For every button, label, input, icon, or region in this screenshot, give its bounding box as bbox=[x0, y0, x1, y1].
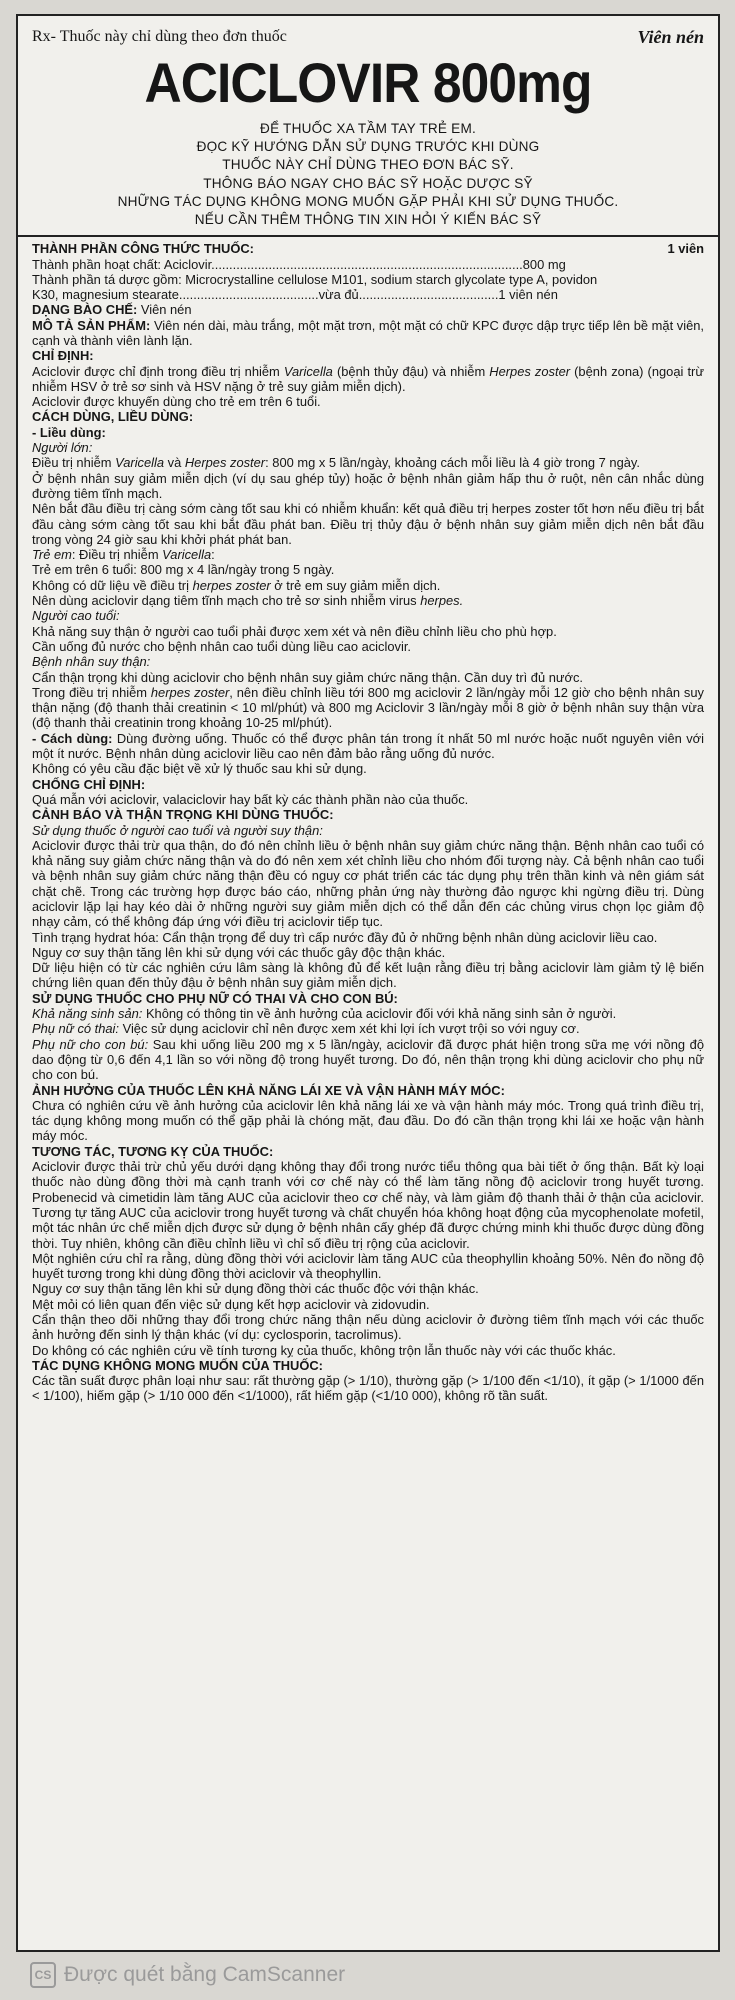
warning-line: ĐỂ THUỐC XA TẦM TAY TRẺ EM. bbox=[260, 121, 476, 136]
divider bbox=[18, 235, 718, 237]
warning-line: THUỐC NÀY CHỈ DÙNG THEO ĐƠN BÁC SỸ. bbox=[222, 157, 514, 173]
text: : bbox=[211, 547, 215, 563]
pregnancy-text bbox=[32, 1021, 704, 1036]
text: Sau khi uống liều 200 mg x 5 lần/ngày, aciclovir đã được phát hiện trong sữa mẹ với nồng độ dao động từ 0,6 đến 4,1 lần so với nồng độ trong huyết tương. Do đó, nên thận trọng khi dùng aciclovir cho phụ nữ cho con bú. bbox=[32, 1036, 704, 1083]
text: Khả năng sinh sản: bbox=[32, 1006, 143, 1022]
product-title: ACICLOVIR 800mg bbox=[144, 51, 592, 114]
adverse-text: Các tần suất được phân loại như sau: rất thường gặp (> 1/10), thường gặp (> 1/100 đến <1/10), ít gặp (> 1/1000 đến < 1/100), hiếm gặp (> 1/10 000 đến <1/1000), rất hiếm gặp (<1/10 000), không rõ tần suất. bbox=[32, 1373, 704, 1404]
interactions-p3: Nguy cơ suy thận tăng lên khi sử dụng đồng thời các thuốc độc với thận khác. bbox=[32, 1281, 479, 1297]
interactions-heading: TƯƠNG TÁC, TƯƠNG KỴ CỦA THUỐC: bbox=[32, 1143, 274, 1159]
driving-text: Chưa có nghiên cứu về ảnh hưởng của aciclovir lên khả năng lái xe và vận hành máy móc. Trong quá trình điều trị, tác dụng không mong muốn có thể gặp phải là chóng mặt, đau đầu. Do đó cần thận trọng khi lái xe hoặc vận hành máy móc. bbox=[32, 1097, 704, 1144]
precautions-p2: Tình trạng hydrat hóa: Cẩn thận trọng để duy trì cấp nước đầy đủ ở những bệnh nhân dùng aciclovir liều cao. bbox=[32, 929, 658, 945]
adult-dose-1 bbox=[32, 455, 704, 470]
contraindications-heading: CHỐNG CHỈ ĐỊNH: bbox=[32, 776, 146, 792]
adult-dose-2: Ở bệnh nhân suy giảm miễn dịch (ví dụ sau ghép tủy) hoặc ở bệnh nhân giảm hấp thu ở ruột, nên cân nhắc dùng đường tiêm tĩnh mạch. bbox=[32, 470, 704, 501]
warning-line: NHỮNG TÁC DỤNG KHÔNG MONG MUỐN GẶP PHẢI KHI SỬ DỤNG THUỐC. bbox=[117, 193, 619, 209]
renal-2 bbox=[32, 685, 704, 731]
text: Nên dùng aciclovir dạng tiêm tĩnh mạch cho trẻ sơ sinh nhiễm virus bbox=[32, 593, 421, 609]
renal-heading: Bệnh nhân suy thận: bbox=[32, 654, 151, 670]
description-text: Viên nén dài, màu trắng, một mặt trơn, một mặt có chữ KPC được dập trực tiếp lên bề mặt viên, cạnh và thành viên lành lặn. bbox=[32, 317, 705, 348]
child-dose-3 bbox=[32, 593, 704, 608]
warning-line: NẾU CẦN THÊM THÔNG TIN XIN HỎI Ý KIẾN BÁC SỸ bbox=[194, 212, 542, 228]
text: herpes zoster bbox=[150, 684, 230, 700]
lactation bbox=[32, 1037, 704, 1083]
usage-heading: CÁCH DÙNG, LIỀU DÙNG: bbox=[32, 409, 194, 425]
text: herpes zoster bbox=[192, 577, 271, 593]
text: Không có dữ liệu về điều trị bbox=[32, 577, 193, 593]
text: Điều trị nhiễm bbox=[32, 455, 116, 471]
contraindications-text: Quá mẫn với aciclovir, valaciclovir hay bất kỳ các thành phần nào của thuốc. bbox=[32, 791, 469, 807]
child-heading bbox=[32, 547, 704, 562]
rx-row bbox=[32, 24, 704, 50]
camscanner-logo-icon: CS bbox=[30, 1962, 56, 1988]
text: Phụ nữ có thai: bbox=[32, 1021, 119, 1037]
text: Varicella bbox=[283, 363, 333, 379]
pregnancy-heading: SỬ DỤNG THUỐC CHO PHỤ NỮ CÓ THAI VÀ CHO CON BÚ: bbox=[32, 990, 398, 1006]
administration-2: Không có yêu cầu đặc biệt về xử lý thuốc sau khi sử dụng. bbox=[32, 761, 367, 777]
text: (bệnh zona) (ngoại trừ nhiễm HSV ở trẻ sơ sinh và HSV nặng ở trẻ suy giảm miễn dịch). bbox=[32, 363, 704, 394]
precautions-sub: Sử dụng thuốc ở người cao tuổi và người suy thận: bbox=[32, 822, 323, 838]
rx-notice: Rx- Thuốc này chỉ dùng theo đơn thuốc bbox=[32, 28, 287, 45]
text: (bệnh thủy đậu) và nhiễm bbox=[332, 363, 490, 379]
description-section bbox=[32, 318, 704, 349]
precautions-p1: Aciclovir được thải trừ qua thận, do đó nên chỉnh liều ở bệnh nhân suy giảm chức năng thận. Bệnh nhân cao tuổi có khả năng suy giảm chức năng thận và do đó nên xem xét chỉnh liều cho nhóm đối tượng này. Cả bệnh nhân cao tuổi và bệnh nhân suy giảm chức năng thận đều có nguy cơ phát triển các tác dụng phụ trên thần kinh và nên giám sát chặt chẽ. Trong các trường hợp được báo cáo, những phản ứng này thường đảo ngược khi ngừng điều trị. Dùng aciclovir lặp lại hay kéo dài ở những người suy giảm miễn dịch có thể dẫn đến các chủng virus chọn lọc giảm độ nhạy cảm, có thể không đáp ứng với điều trị aciclovir tiếp tục. bbox=[32, 837, 704, 930]
composition-unit: 1 viên bbox=[667, 241, 704, 257]
precautions-p4: Dữ liệu hiện có từ các nghiên cứu lâm sàng là không đủ để kết luận rằng điều trị bằng aciclovir làm giảm tỷ lệ biến chứng liên quan đến thủy đậu ở bệnh nhân suy giảm miễn dịch. bbox=[32, 960, 704, 991]
warning-line: ĐỌC KỸ HƯỚNG DẪN SỬ DỤNG TRƯỚC KHI DÙNG bbox=[196, 139, 540, 155]
text: : 800 mg x 5 lần/ngày, khoảng cách mỗi liều là 4 giờ trong 7 ngày. bbox=[265, 455, 640, 471]
text: : Điều trị nhiễm bbox=[71, 547, 163, 563]
elderly-2: Cần uống đủ nước cho bệnh nhân cao tuổi dùng liều cao aciclovir. bbox=[32, 638, 411, 654]
text: Trẻ em bbox=[32, 547, 72, 563]
dosage-form-badge: Viên nén bbox=[637, 26, 704, 47]
text: và bbox=[164, 455, 185, 471]
precautions-p3: Nguy cơ suy thận tăng lên khi sử dụng với các thuốc gây độc thận khác. bbox=[32, 944, 446, 960]
warning-block bbox=[32, 120, 704, 229]
warning-line: THÔNG BÁO NGAY CHO BÁC SỸ HOẶC DƯỢC SỸ bbox=[203, 175, 533, 191]
text: Dùng đường uống. Thuốc có thể được phân tán trong ít nhất 50 ml nước hoặc nuốt nguyên viên với một ít nước. Bệnh nhân dùng aciclovir liều cao nên đảm bảo rằng uống đủ nước. bbox=[32, 730, 704, 762]
composition-heading: THÀNH PHẦN CÔNG THỨC THUỐC: bbox=[32, 241, 254, 257]
child-dose-2 bbox=[32, 578, 704, 593]
watermark-text: Được quét bằng CamScanner bbox=[64, 1963, 346, 1986]
text: herpes. bbox=[420, 593, 464, 609]
interactions-p2: Một nghiên cứu chỉ ra rằng, dùng đồng thời với aciclovir làm tăng AUC của theophyllin khoảng 50%. Nên đo nồng độ huyết tương trong khi dùng đồng thời aciclovir và theophyllin. bbox=[32, 1250, 704, 1282]
interactions-p1: Aciclovir được thải trừ chủ yếu dưới dạng không thay đổi trong nước tiểu thông qua bài tiết ở ống thận. Bất kỳ loại thuốc nào dùng đồng thời mà cạnh tranh với cơ chế này có thể làm tăng nồng độ aciclovir trong huyết tương. Probenecid và cimetidin làm tăng AUC của aciclovir theo cơ chế này, và làm giảm độ thanh thải ở thận của aciclovir. Tương tự tăng AUC của aciclovir trong huyết tương và chất chuyển hóa không hoạt động của mycophenolate mofetil, một tác nhân ức chế miễn dịch được sử dụng ở bệnh nhân cấy ghép đã được chứng minh khi thuốc được dùng đồng thời. Tuy nhiên, không cần điều chỉnh liều vì chỉ số điều trị rộng của aciclovir. bbox=[32, 1159, 704, 1251]
text: , nên điều chỉnh liều tới 800 mg aciclovir 2 lần/ngày mỗi 12 giờ cho bệnh nhân suy thận nặng (độ thanh thải creatinin < 10 ml/phút) và 800 mg Aciclovir 3 lần/ngày mỗi 8 giờ ở bệnh nhân suy thận vừa (độ thanh thải creatinin trong khoảng 10-25 ml/phút). bbox=[32, 684, 704, 731]
indications-p2: Aciclovir được khuyến dùng cho trẻ em trên 6 tuổi. bbox=[32, 394, 321, 410]
description-heading: MÔ TẢ SẢN PHẨM: bbox=[32, 317, 151, 333]
composition-heading-row bbox=[32, 241, 704, 256]
indications-p1 bbox=[32, 364, 704, 395]
adverse-heading: TÁC DỤNG KHÔNG MONG MUỐN CỦA THUỐC: bbox=[32, 1357, 323, 1373]
text: Aciclovir được chỉ định trong điều trị nhiễm bbox=[32, 363, 284, 379]
dose-heading: - Liều dùng: bbox=[32, 424, 106, 440]
text: Herpes zoster bbox=[184, 455, 266, 471]
adult-heading: Người lớn: bbox=[32, 440, 93, 456]
excipients: Thành phần tá dược gồm: Microcrystalline cellulose M101, sodium starch glycolate type A, povidon bbox=[32, 271, 598, 287]
interactions-p4: Mệt mỏi có liên quan đến việc sử dụng kết hợp aciclovir và zidovudin. bbox=[32, 1296, 430, 1312]
leaflet-sheet bbox=[16, 14, 720, 1952]
administration-heading: - Cách dùng: bbox=[32, 730, 113, 746]
text: Trong điều trị nhiễm bbox=[32, 684, 151, 700]
adult-dose-3: Nên bắt đầu điều trị càng sớm càng tốt sau khi có nhiễm khuẩn: kết quả điều trị herpes zoster tốt hơn nếu điều trị bắt đầu càng sớm càng tốt sau khi bắt đầu phát ban. Điều trị thủy đậu ở bệnh nhân suy giảm miễn dịch nên bắt đầu trong vòng 24 giờ sau khi khởi phát phát ban. bbox=[32, 501, 704, 547]
excipients-cont: K30, magnesium stearate.......................................vừa đủ.......................................1 viên nén bbox=[32, 287, 558, 303]
text: Phụ nữ cho con bú: bbox=[32, 1036, 149, 1052]
text: Varicella bbox=[115, 455, 165, 471]
text: Không có thông tin về ảnh hưởng của aciclovir đối với khả năng sinh sản ở người. bbox=[142, 1006, 617, 1022]
precautions-heading: CẢNH BÁO VÀ THẬN TRỌNG KHI DÙNG THUỐC: bbox=[32, 807, 334, 823]
administration bbox=[32, 731, 704, 762]
text: Varicella bbox=[162, 547, 212, 563]
text: ở trẻ em suy giảm miễn dịch. bbox=[270, 577, 441, 593]
driving-heading: ẢNH HƯỞNG CỦA THUỐC LÊN KHẢ NĂNG LÁI XE VÀ VẬN HÀNH MÁY MÓC: bbox=[32, 1082, 505, 1098]
active-ingredient: Thành phần hoạt chất: Aciclovir.......................................................................................800 mg bbox=[32, 256, 566, 272]
scanner-watermark bbox=[30, 1962, 345, 1988]
renal-1: Cẩn thận trọng khi dùng aciclovir cho bệnh nhân suy giảm chức năng thận. Cần duy trì đủ nước. bbox=[32, 669, 583, 685]
leaflet-body bbox=[32, 241, 704, 1404]
indications-heading: CHỈ ĐỊNH: bbox=[32, 348, 94, 364]
fertility bbox=[32, 1006, 704, 1021]
elderly-heading: Người cao tuổi: bbox=[32, 608, 120, 624]
elderly-1: Khả năng suy thận ở người cao tuổi phải được xem xét và nên điều chỉnh liều cho phù hợp. bbox=[32, 623, 557, 639]
interactions-p5: Cẩn thận theo dõi những thay đổi trong chức năng thận nếu dùng aciclovir ở đường tiêm tĩnh mạch với các thuốc ảnh hưởng đến sinh lý thận khác (ví dụ: cyclosporin, tacrolimus). bbox=[32, 1312, 704, 1343]
dosage-form-section bbox=[32, 302, 704, 317]
dosage-form-text: Viên nén bbox=[137, 302, 192, 318]
child-dose-1: Trẻ em trên 6 tuổi: 800 mg x 4 lần/ngày trong 5 ngày. bbox=[32, 562, 335, 578]
dosage-form-heading: DẠNG BÀO CHẾ: bbox=[32, 302, 138, 318]
text: Herpes zoster bbox=[489, 363, 571, 379]
text: Việc sử dụng aciclovir chỉ nên được xem xét khi lợi ích vượt trội so với nguy cơ. bbox=[119, 1021, 580, 1037]
interactions-p6: Do không có các nghiên cứu về tính tương kỵ của thuốc, không trộn lẫn thuốc này với các thuốc khác. bbox=[32, 1342, 616, 1358]
